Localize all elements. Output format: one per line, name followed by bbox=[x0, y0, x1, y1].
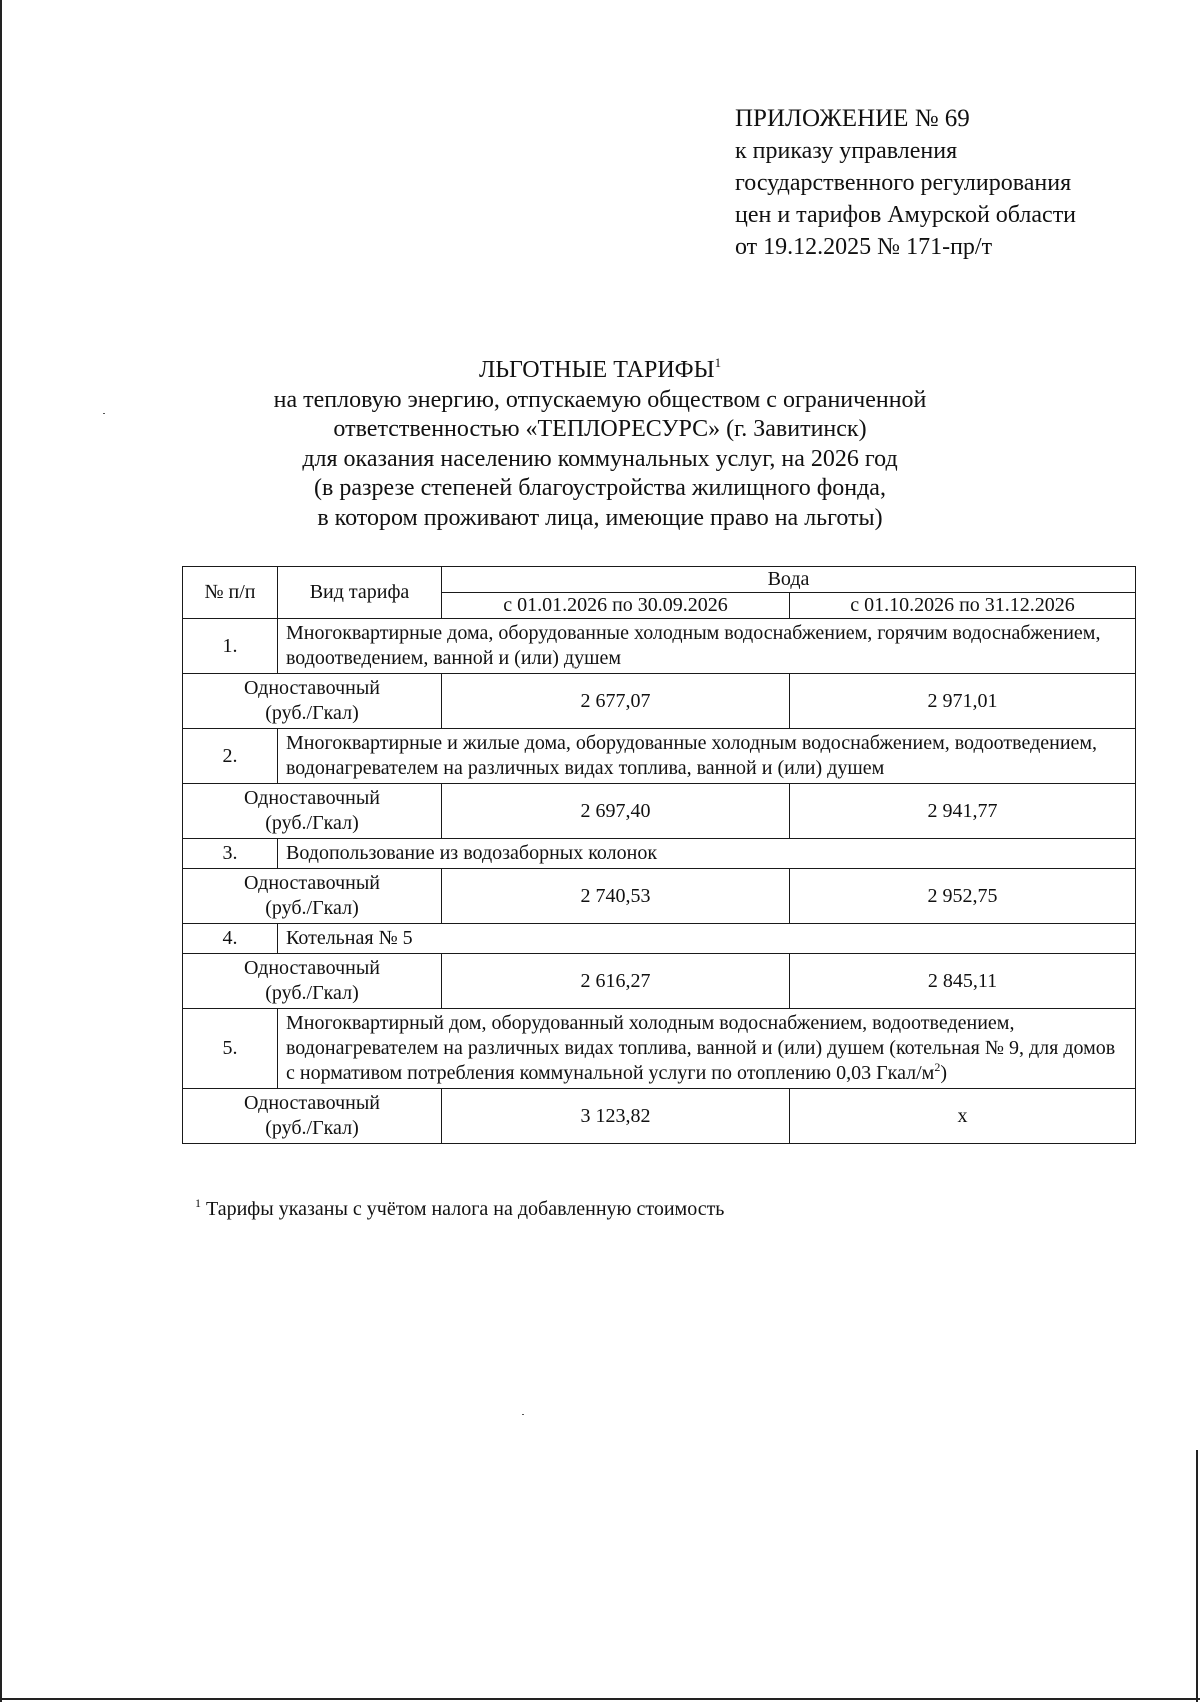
price-unit: (руб./Гкал) bbox=[265, 897, 359, 919]
category-desc: Водопользование из водозаборных колонок bbox=[278, 839, 1136, 869]
category-num: 1. bbox=[183, 619, 278, 674]
table-row bbox=[183, 1009, 1136, 1089]
category-desc-end: ) bbox=[940, 1062, 948, 1084]
price-period1: 3 123,82 bbox=[442, 1089, 790, 1144]
table-row bbox=[183, 729, 1136, 784]
heading-line: (в разрезе степеней благоустройства жилищного фонда, bbox=[314, 475, 886, 501]
category-desc: Многоквартирные дома, оборудованные холодным водоснабжением, горячим водоснабжением, водоотведением, ванной и (или) душем bbox=[278, 619, 1136, 674]
table-row bbox=[183, 619, 1136, 674]
header-type: Вид тарифа bbox=[278, 567, 442, 619]
price-label: Одноставочный bbox=[244, 872, 380, 894]
footnote-text: Тарифы указаны с учётом налога на добавленную стоимость bbox=[206, 1198, 725, 1220]
table-row bbox=[183, 1089, 1136, 1144]
category-num: 5. bbox=[183, 1009, 278, 1089]
heading-line: ответственностью «ТЕПЛОРЕСУРС» (г. Завитинск) bbox=[333, 416, 867, 442]
heading-footnote-mark: 1 bbox=[714, 355, 722, 370]
price-label: Одноставочный bbox=[244, 787, 380, 809]
category-num: 3. bbox=[183, 839, 278, 869]
heading-line: в котором проживают лица, имеющие право на льготы) bbox=[317, 504, 883, 531]
price-unit: (руб./Гкал) bbox=[265, 982, 359, 1004]
scan-edge-bottom bbox=[0, 1698, 1200, 1700]
table-row bbox=[183, 674, 1136, 729]
footnote bbox=[195, 1196, 724, 1222]
price-period1: 2 697,40 bbox=[442, 784, 790, 839]
price-period2: 2 941,77 bbox=[790, 784, 1136, 839]
table-row bbox=[183, 839, 1136, 869]
price-label-cell bbox=[183, 674, 442, 729]
footnote-mark: 1 bbox=[195, 1196, 201, 1210]
category-desc: Многоквартирные и жилые дома, оборудованные холодным водоснабжением, водоотведением, водонагревателем на различных видах топлива, ванной и (или) душем bbox=[278, 729, 1136, 784]
price-label-cell bbox=[183, 1089, 442, 1144]
price-label-cell bbox=[183, 954, 442, 1009]
price-period2: 2 845,11 bbox=[790, 954, 1136, 1009]
unit-superscript: 2 bbox=[934, 1060, 941, 1074]
scan-speck bbox=[522, 1414, 524, 1415]
table-row bbox=[183, 924, 1136, 954]
price-period2: 2 971,01 bbox=[790, 674, 1136, 729]
table-row bbox=[183, 954, 1136, 1009]
appendix-line: государственного регулирования bbox=[735, 170, 1072, 196]
table-row bbox=[183, 784, 1136, 839]
tariffs-table bbox=[182, 566, 1136, 1144]
price-period1: 2 677,07 bbox=[442, 674, 790, 729]
category-num: 2. bbox=[183, 729, 278, 784]
price-unit: (руб./Гкал) bbox=[265, 702, 359, 724]
appendix-line: от 19.12.2025 № 171-пр/т bbox=[735, 234, 993, 260]
price-period2: 2 952,75 bbox=[790, 869, 1136, 924]
appendix-line: цен и тарифов Амурской области bbox=[735, 202, 1077, 228]
category-num: 4. bbox=[183, 924, 278, 954]
scan-speck bbox=[103, 413, 105, 414]
price-label: Одноставочный bbox=[244, 957, 380, 979]
scan-edge-right bbox=[1196, 1450, 1198, 1702]
appendix-title: ПРИЛОЖЕНИЕ № 69 bbox=[735, 105, 970, 132]
header-period2: с 01.10.2026 по 31.12.2026 bbox=[790, 593, 1136, 619]
price-label: Одноставочный bbox=[244, 1092, 380, 1114]
category-desc-text: Многоквартирный дом, оборудованный холодным водоснабжением, водоотведением, водонагревателем на различных видах топлива, ванной и (или) душем (котельная № 9, для домов с нормативом потребления коммунальной услуги по отоплению 0,03 Гкал/м bbox=[286, 1012, 1116, 1084]
price-unit: (руб./Гкал) bbox=[265, 812, 359, 834]
price-label-cell bbox=[183, 869, 442, 924]
heading-title: ЛЬГОТНЫЕ ТАРИФЫ bbox=[478, 357, 715, 383]
price-unit: (руб./Гкал) bbox=[265, 1117, 359, 1139]
table-row bbox=[183, 869, 1136, 924]
heading-line: на тепловую энергию, отпускаемую обществом с ограниченной bbox=[273, 386, 927, 413]
heading-title-line bbox=[160, 356, 1040, 386]
scan-edge-left bbox=[0, 0, 2, 1702]
heading-line: для оказания населению коммунальных услуг, на 2026 год bbox=[302, 445, 898, 472]
appendix-block bbox=[735, 103, 1076, 263]
document-heading bbox=[160, 356, 1040, 533]
header-num: № п/п bbox=[183, 567, 278, 619]
appendix-line: к приказу управления bbox=[735, 138, 958, 164]
price-label: Одноставочный bbox=[244, 677, 380, 699]
price-period1: 2 616,27 bbox=[442, 954, 790, 1009]
header-group: Вода bbox=[442, 567, 1136, 593]
price-period2: х bbox=[790, 1089, 1136, 1144]
price-period1: 2 740,53 bbox=[442, 869, 790, 924]
category-desc: Котельная № 5 bbox=[278, 924, 1136, 954]
table-header-row bbox=[183, 567, 1136, 593]
price-label-cell bbox=[183, 784, 442, 839]
category-desc bbox=[278, 1009, 1136, 1089]
header-period1: с 01.01.2026 по 30.09.2026 bbox=[442, 593, 790, 619]
